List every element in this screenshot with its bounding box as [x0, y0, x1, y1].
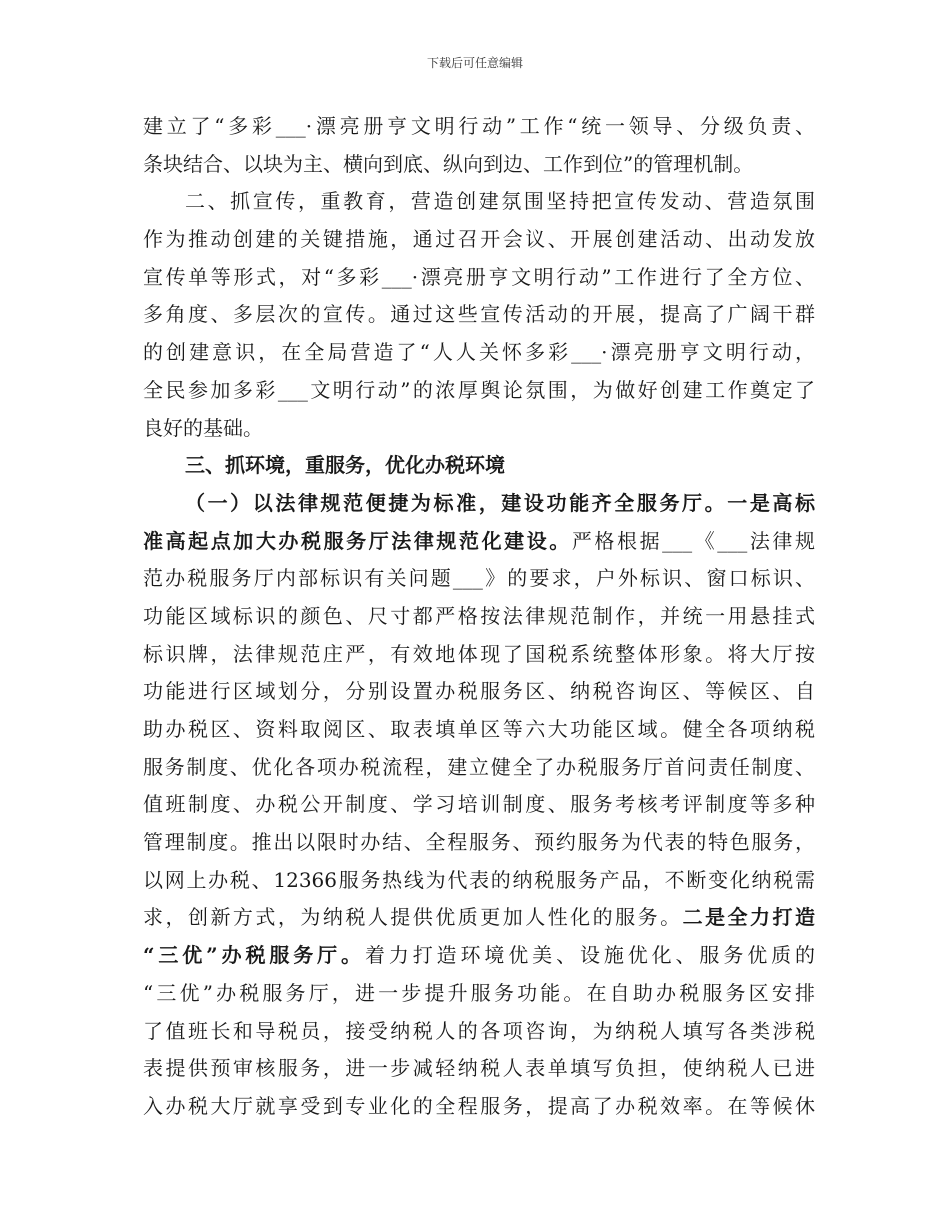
text-line: 管理制度。推出以限时办结、全程服务、预约服务为代表的特色服务，	[143, 830, 815, 855]
text-line: 范办税服务厅内部标识有关问题___》的要求，户外标识、窗口标识、	[143, 566, 815, 591]
text-line: 宣传单等形式，对“多彩___·漂亮册亨文明行动”工作进行了全方位、	[143, 264, 815, 289]
text-line: 以网上办税、12366服务热线为代表的纳税服务产品，不断变化纳税需	[143, 867, 815, 892]
section-heading: 三、抓环境，重服务，优化办税环境	[185, 453, 505, 478]
text-line: 多角度、多层次的宣传。通过这些宣传活动的开展，提高了广阔干群	[143, 302, 815, 327]
section-heading-line: 二、抓宣传，重教育，营造创建氛围坚持把宣传发动、营造氛围	[185, 189, 815, 214]
text-line: 入办税大厅就享受到专业化的全程服务，提高了办税效率。在等候休	[143, 1093, 815, 1118]
text-run: 求，创新方式，为纳税人提供优质更加人性化的服务。	[143, 905, 683, 930]
page-header: 下载后可任意编辑	[426, 56, 523, 70]
text-line: 良好的基础。	[143, 415, 263, 440]
text-line: 服务制度、优化各项办税流程，建立健全了办税服务厅首问责任制度、	[143, 754, 815, 779]
text-line: 建立了“多彩___·漂亮册亨文明行动”工作“统一领导、分级负责、	[143, 114, 815, 138]
bold-run: “三优”办税服务厅。	[143, 943, 365, 968]
text-line: 功能区域标识的颜色、尺寸都严格按法律规范制作，并统一用悬挂式	[143, 603, 815, 628]
text-line: 作为推动创建的关键措施，通过召开会议、开展创建活动、出动发放	[143, 227, 815, 252]
text-line: 标识牌，法律规范庄严，有效地体现了国税系统整体形象。将大厅按	[143, 641, 815, 666]
text-line: 功能进行区域划分，分别设置办税服务区、纳税咨询区、等候区、自	[143, 679, 815, 704]
text-line: 表提供预审核服务，进一步减轻纳税人表单填写负担，使纳税人已进	[143, 1056, 815, 1081]
bold-run: 二是全力打造	[682, 905, 815, 930]
text-line: 助办税区、资料取阅区、取表填单区等六大功能区域。健全各项纳税	[143, 717, 815, 741]
text-line: 条块结合、以块为主、横向到底、纵向到边、工作到位”的管理机制。	[143, 151, 754, 176]
text-line: 了值班长和导税员，接受纳税人的各项咨询，为纳税人填写各类涉税	[143, 1018, 815, 1043]
document-body	[143, 108, 815, 1126]
text-line: 的创建意识，在全局营造了“人人关怀多彩___·漂亮册亨文明行动，	[143, 340, 815, 365]
mixed-line	[143, 523, 815, 561]
text-line: 值班制度、办税公开制度、学习培训制度、服务考核考评制度等多种	[143, 792, 815, 817]
text-run: 严格根据___《___法律规	[571, 528, 815, 553]
mixed-line	[143, 899, 815, 937]
subsection-heading-line: （一）以法律规范便捷为标准，建设功能齐全服务厅。一是高标	[185, 490, 815, 515]
text-line: 全民参加多彩___文明行动”的浓厚舆论氛围，为做好创建工作奠定了	[143, 377, 815, 402]
mixed-line	[143, 937, 815, 975]
text-line: “三优”办税服务厅，进一步提升服务功能。在自助办税服务区安排	[143, 980, 815, 1005]
bold-run: 准高起点加大办税服务厅法律规范化建设。	[143, 528, 572, 553]
text-run: 着力打造环境优美、设施优化、服务优质的	[364, 943, 815, 968]
